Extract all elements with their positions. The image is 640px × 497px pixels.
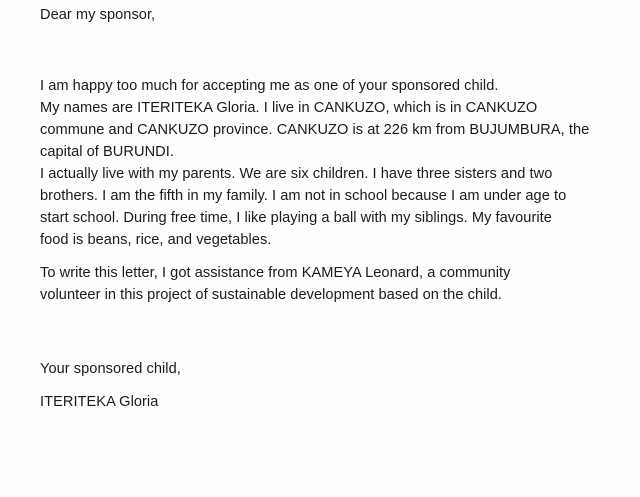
text-line: capital of BURUNDI. — [40, 144, 174, 160]
text-line: volunteer in this project of sustainable development based on the child. — [40, 287, 502, 303]
text-line: food is beans, rice, and vegetables. — [40, 232, 272, 248]
text-line: brothers. I am the fifth in my family. I am not in school because I am under age to — [40, 188, 567, 204]
salutation: Dear my sponsor, — [40, 7, 156, 23]
signature: ITERITEKA Gloria — [40, 394, 159, 410]
paragraph-intro — [40, 75, 630, 251]
text-line: To write this letter, I got assistance from KAMEYA Leonard, a community — [40, 265, 511, 281]
closing: Your sponsored child, — [40, 361, 181, 377]
text-line: I am happy too much for accepting me as one of your sponsored child. — [40, 78, 499, 94]
text-line: start school. During free time, I like playing a ball with my siblings. My favourite — [40, 210, 552, 226]
text-line: commune and CANKUZO province. CANKUZO is at 226 km from BUJUMBURA, the — [40, 122, 590, 138]
text-line: I actually live with my parents. We are six children. I have three sisters and two — [40, 166, 553, 182]
paragraph-assistance — [40, 262, 630, 306]
text-line: My names are ITERITEKA Gloria. I live in CANKUZO, which is in CANKUZO — [40, 100, 538, 116]
letter-body — [40, 4, 630, 413]
